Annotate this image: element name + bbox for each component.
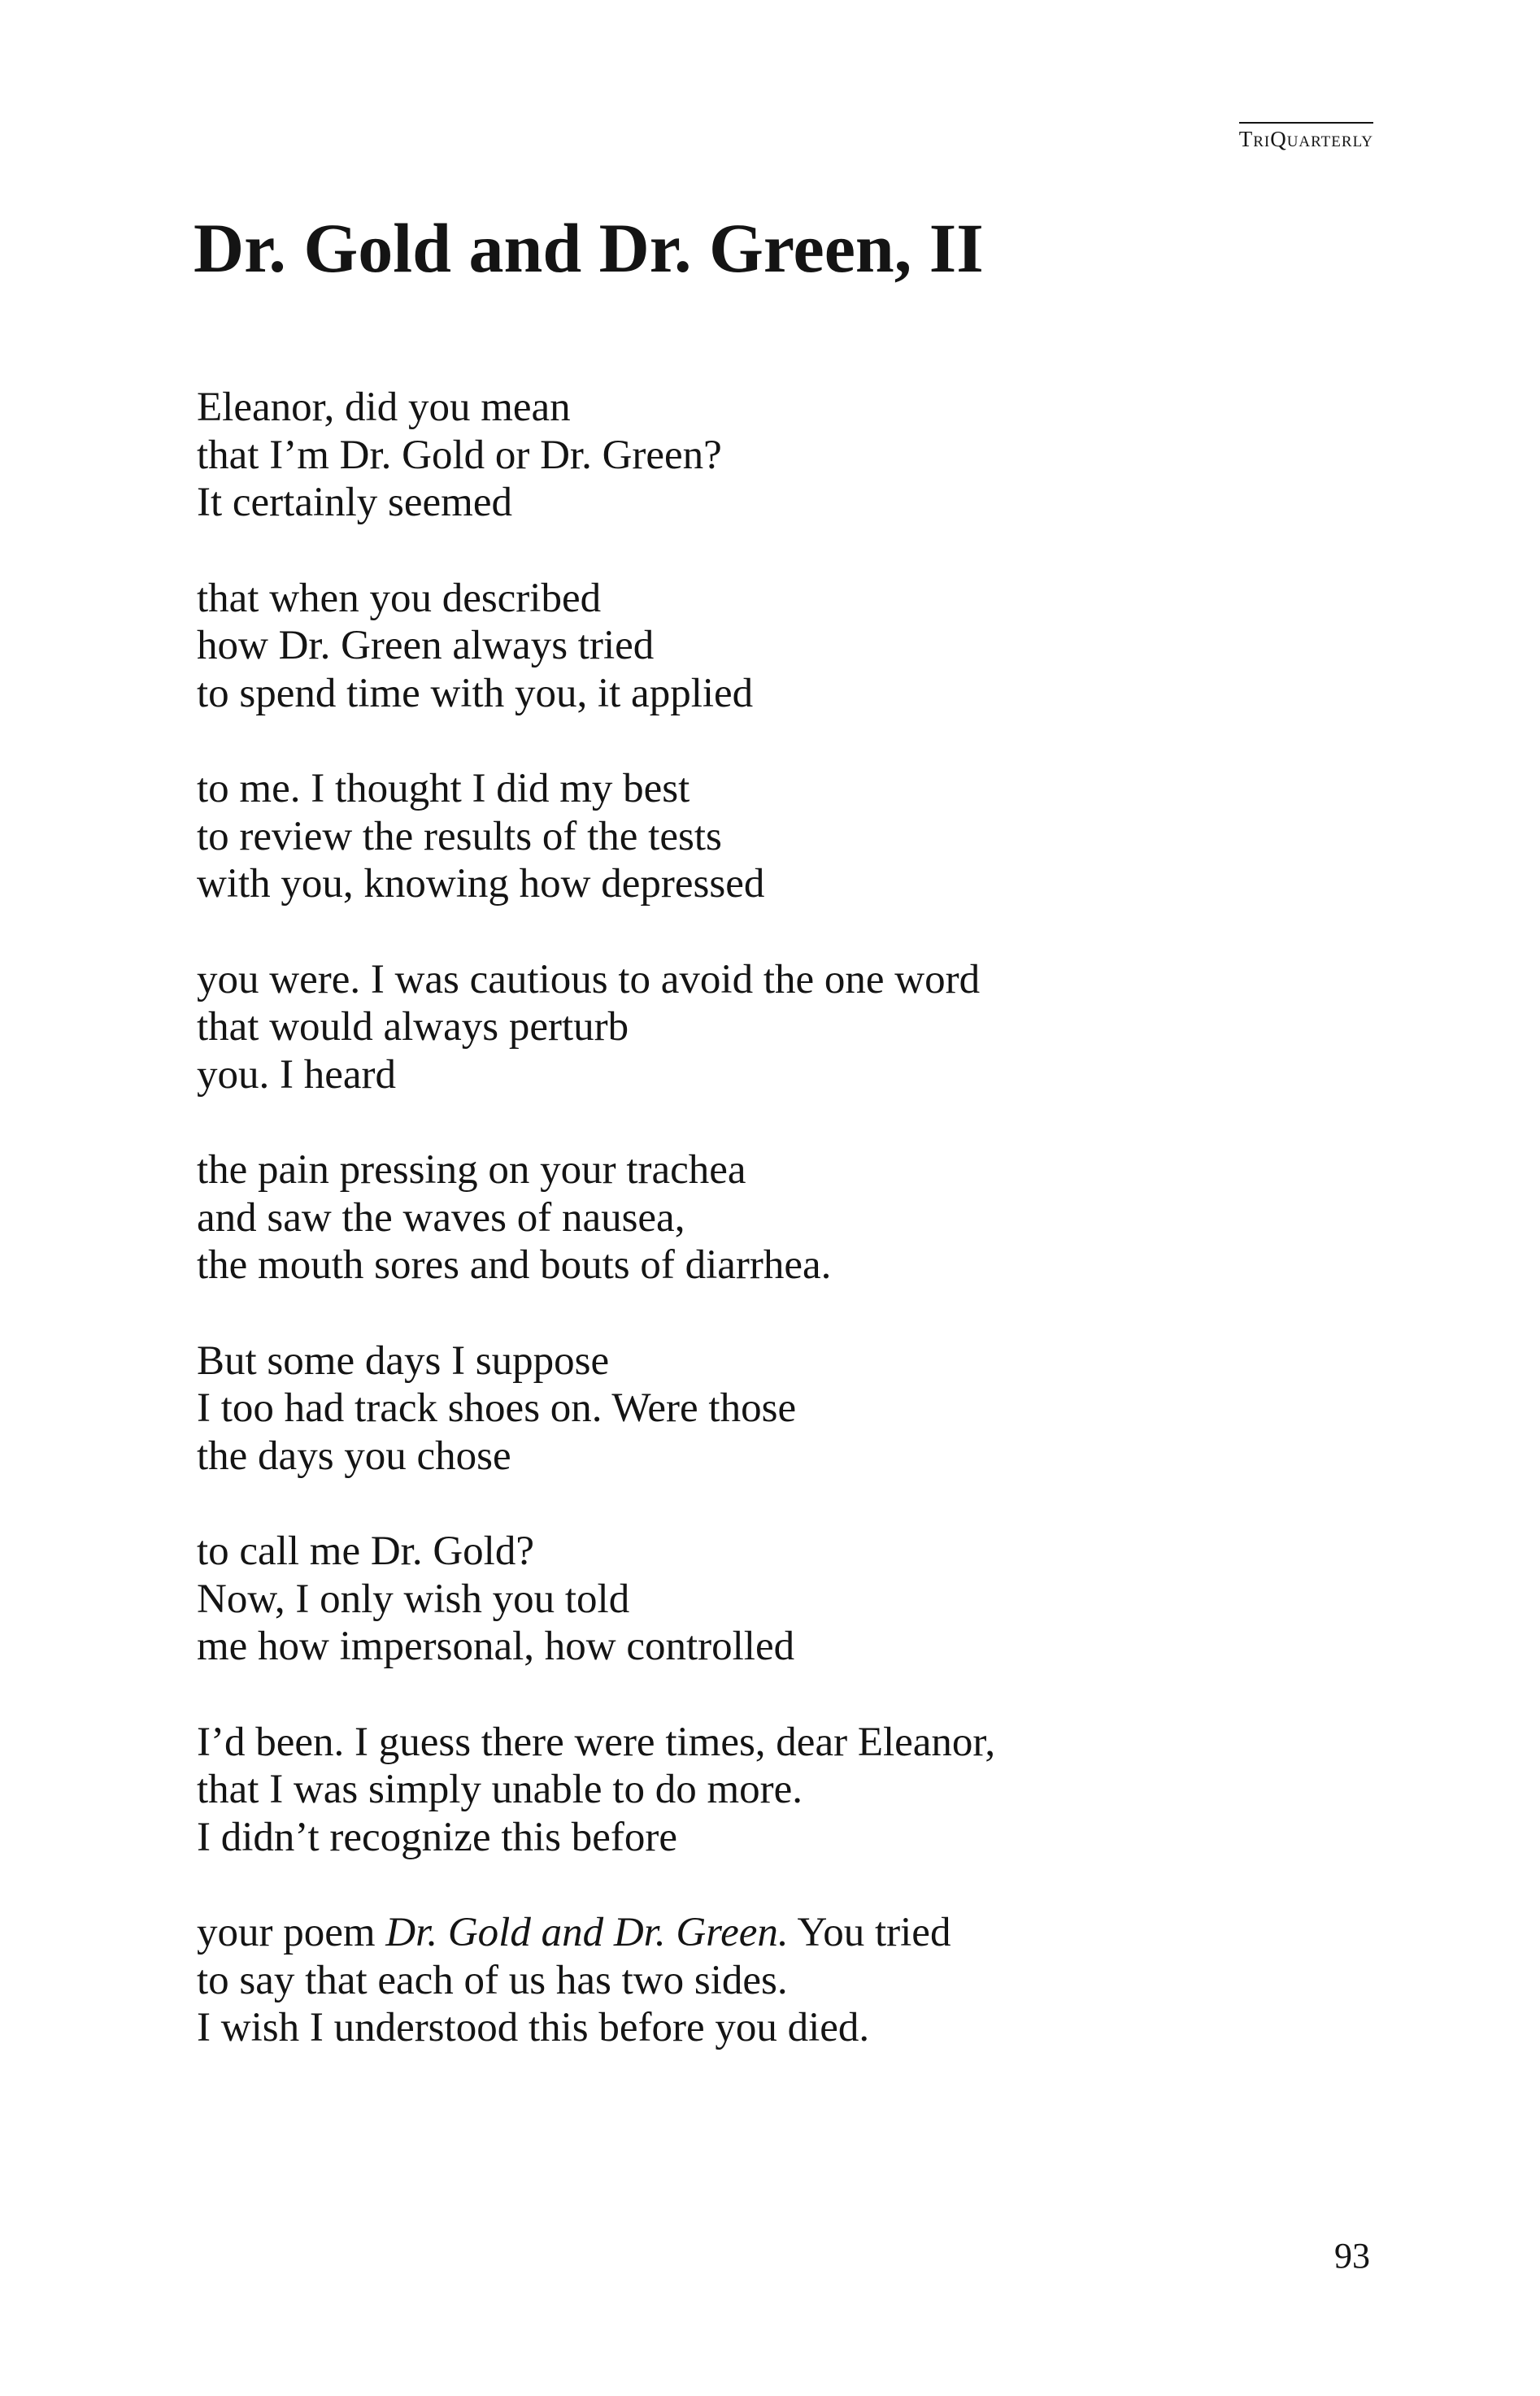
poem-line: Now, I only wish you told — [197, 1576, 630, 1622]
poem-line: I too had track shoes on. Were those — [197, 1385, 797, 1431]
stanza-5 — [197, 1146, 1351, 1289]
poem-line: how Dr. Green always tried — [197, 623, 655, 668]
poem-line: to say that each of us has two sides. — [197, 1957, 788, 2003]
stanza-8 — [197, 1719, 1351, 1862]
poem-line: the days you chose — [197, 1433, 511, 1479]
poem-line: to call me Dr. Gold? — [197, 1528, 534, 1574]
poem-line: to me. I thought I did my best — [197, 766, 690, 811]
poem-line: you. I heard — [197, 1051, 396, 1098]
poem-line: and saw the waves of nausea, — [197, 1194, 685, 1241]
poem-line: the mouth sores and bouts of diarrhea. — [197, 1242, 832, 1288]
poem-line: I’d been. I guess there were times, dear Eleanor, — [197, 1719, 996, 1765]
stanza-3 — [197, 765, 1351, 908]
poem-line: you were. I was cautious to avoid the one word — [197, 956, 981, 1002]
poem-line: that I’m Dr. Gold or Dr. Green? — [197, 432, 722, 478]
poem-line: that would always perturb — [197, 1004, 629, 1050]
stanza-1 — [197, 384, 1351, 527]
poem-line: But some days I suppose — [197, 1337, 610, 1384]
stanza-9 — [197, 1909, 1351, 2052]
poem-line: with you, knowing how depressed — [197, 861, 765, 907]
poem-line: me how impersonal, how controlled — [197, 1624, 795, 1669]
poem-body — [197, 384, 1351, 2100]
stanza-7 — [197, 1528, 1351, 1671]
poem-line: the pain pressing on your trachea — [197, 1147, 746, 1193]
stanza-2 — [197, 575, 1351, 718]
poem-line: to review the results of the tests — [197, 813, 722, 859]
poem-line: to spend time with you, it applied — [197, 670, 754, 716]
poem-line: your poem Dr. Gold and Dr. Green. You tried — [197, 1910, 951, 1955]
poem-line: that when you described — [197, 575, 602, 621]
poem-line: It certainly seemed — [197, 480, 512, 525]
poem-title: Dr. Gold and Dr. Green, II — [194, 209, 984, 287]
poem-line: that I was simply unable to do more. — [197, 1767, 803, 1812]
stanza-4 — [197, 956, 1351, 1099]
cited-poem-title: Dr. Gold and Dr. Green. — [385, 1910, 789, 1955]
page-number: 93 — [1334, 2236, 1370, 2276]
poem-line: Eleanor, did you mean — [197, 385, 571, 430]
poem-line: I wish I understood this before you died. — [197, 2005, 870, 2050]
poem-line: I didn’t recognize this before — [197, 1814, 678, 1860]
running-head: TriQuarterly — [1239, 122, 1373, 150]
stanza-6 — [197, 1337, 1351, 1481]
